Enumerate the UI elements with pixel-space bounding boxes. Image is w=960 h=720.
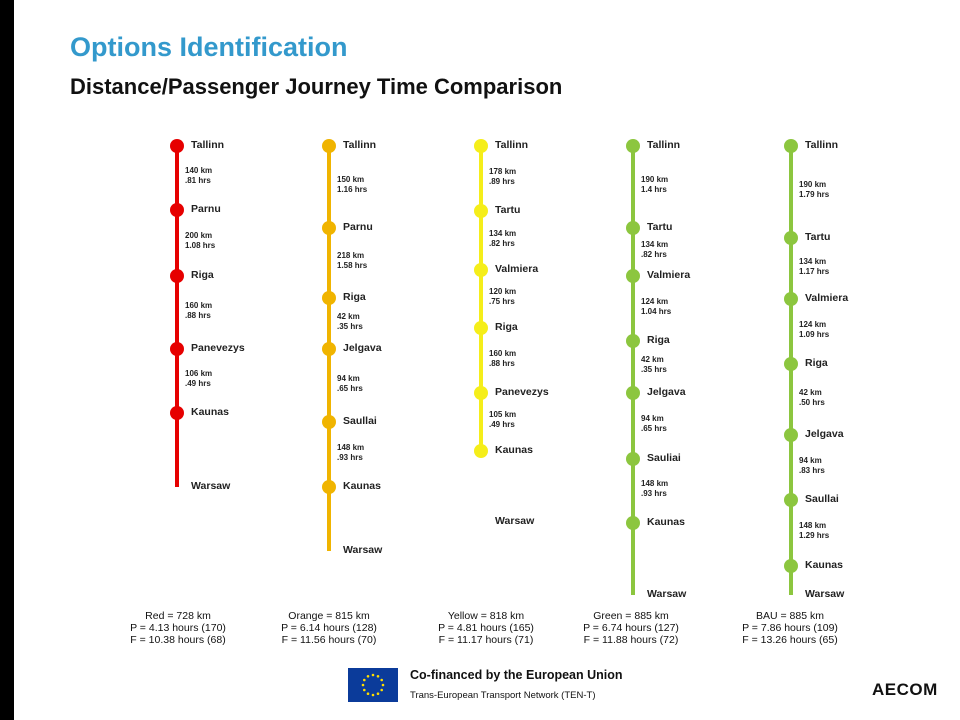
station-dot	[626, 452, 640, 466]
station-dot	[322, 221, 336, 235]
station-label: Jelgava	[647, 386, 686, 398]
segment-distance: 178 km	[489, 166, 517, 176]
left-edge-bar	[0, 0, 14, 720]
route-summary	[715, 610, 865, 646]
segment-distance: 200 km	[185, 231, 213, 240]
station-dot	[784, 493, 798, 507]
station-label: Riga	[343, 291, 366, 303]
segment-distance: 148 km	[799, 521, 827, 530]
station-label: Parnu	[191, 203, 221, 215]
station-dot	[784, 139, 798, 153]
segment-distance: 160 km	[489, 348, 517, 358]
station-label: Saullai	[805, 493, 839, 505]
route-line	[175, 146, 179, 487]
summary-total: Red = 728 km	[145, 610, 211, 622]
station-dot	[474, 444, 488, 458]
route-summary	[556, 610, 706, 646]
segment-time: 1.17 hrs	[799, 266, 830, 276]
route-summary	[254, 610, 404, 646]
station-label: Tartu	[805, 231, 831, 243]
station-label: Tallinn	[647, 139, 681, 151]
station-label: Warsaw	[805, 588, 845, 600]
summary-total: BAU = 885 km	[756, 610, 824, 622]
station-dot	[784, 559, 798, 573]
station-label: Parnu	[343, 221, 373, 233]
station-dot	[170, 139, 184, 153]
station-dot	[322, 139, 336, 153]
station-dot	[784, 357, 798, 371]
segment-distance: 94 km	[799, 455, 822, 465]
station-dot	[474, 204, 488, 218]
segment-time: .35 hrs	[337, 321, 363, 331]
station-dot	[170, 269, 184, 283]
station-dot	[626, 386, 640, 400]
station-dot	[474, 321, 488, 335]
summary-p: P = 4.81 hours (165)	[438, 622, 534, 634]
eu-flag-icon	[348, 668, 398, 702]
station-dot	[784, 231, 798, 245]
station-dot	[474, 386, 488, 400]
station-dot	[170, 342, 184, 356]
segment-time: .88 hrs	[489, 358, 515, 368]
segment-distance: 42 km	[641, 355, 664, 364]
segment-distance: 94 km	[337, 373, 360, 383]
segment-distance: 218 km	[337, 251, 365, 260]
segment-time: .65 hrs	[337, 383, 363, 393]
station-label: Tallinn	[191, 139, 225, 151]
station-dot	[626, 269, 640, 283]
segment-time: .83 hrs	[799, 465, 825, 475]
station-label: Valmiera	[805, 292, 849, 304]
station-dot	[322, 415, 336, 429]
station-label: Riga	[191, 269, 214, 281]
station-dot	[626, 516, 640, 530]
station-label: Riga	[805, 357, 828, 369]
segment-distance: 134 km	[489, 228, 517, 238]
summary-total: Orange = 815 km	[288, 610, 370, 622]
ten-t-text: Trans-European Transport Network (TEN-T)	[410, 690, 596, 701]
summary-f: F = 11.17 hours (71)	[438, 634, 534, 646]
summary-p: P = 6.74 hours (127)	[583, 622, 679, 634]
segment-distance: 140 km	[185, 166, 213, 175]
station-label: Kaunas	[647, 516, 685, 528]
station-dot	[784, 292, 798, 306]
segment-time: 1.4 hrs	[641, 185, 667, 194]
segment-time: 1.58 hrs	[337, 261, 368, 270]
segment-time: 1.16 hrs	[337, 185, 368, 194]
segment-time: .50 hrs	[799, 397, 825, 407]
cofinanced-text: Co-financed by the European Union	[410, 668, 623, 682]
segment-time: .88 hrs	[185, 310, 211, 320]
segment-distance: 148 km	[641, 479, 669, 488]
station-dot	[626, 139, 640, 153]
station-label: Kaunas	[495, 444, 533, 456]
segment-time: 1.29 hrs	[799, 531, 830, 540]
station-label: Riga	[495, 321, 518, 333]
segment-distance: 105 km	[489, 410, 517, 419]
segment-time: .65 hrs	[641, 424, 667, 433]
summary-f: F = 10.38 hours (68)	[130, 634, 226, 646]
station-label: Tartu	[647, 221, 673, 233]
segment-distance: 134 km	[641, 240, 669, 249]
station-dot	[784, 428, 798, 442]
summary-f: F = 11.88 hours (72)	[583, 634, 679, 646]
station-label: Kaunas	[805, 559, 843, 571]
station-dot	[170, 203, 184, 217]
segment-time: .49 hrs	[185, 379, 211, 388]
summary-p: P = 4.13 hours (170)	[130, 622, 226, 634]
route-line	[479, 146, 483, 451]
station-label: Warsaw	[343, 544, 383, 556]
segment-distance: 150 km	[337, 175, 365, 184]
station-label: Panevezys	[495, 386, 549, 398]
summary-total: Green = 885 km	[593, 610, 669, 622]
segment-time: .93 hrs	[337, 452, 363, 462]
summary-total: Yellow = 818 km	[447, 610, 525, 622]
summary-p: P = 7.86 hours (109)	[742, 622, 838, 634]
station-label: Riga	[647, 334, 670, 346]
segment-distance: 134 km	[799, 256, 827, 266]
station-label: Saullai	[343, 415, 377, 427]
segment-distance: 190 km	[641, 175, 669, 184]
segment-distance: 120 km	[489, 287, 517, 296]
summary-f: F = 13.26 hours (65)	[742, 634, 838, 646]
segment-time: .89 hrs	[489, 176, 515, 186]
segment-time: 1.79 hrs	[799, 190, 830, 199]
station-label: Tartu	[495, 204, 521, 216]
page-title: Options Identification	[70, 32, 348, 62]
station-label: Jelgava	[805, 428, 844, 440]
segment-time: .81 hrs	[185, 176, 211, 185]
segment-distance: 160 km	[185, 300, 213, 310]
segment-time: 1.04 hrs	[641, 306, 672, 316]
segment-distance: 124 km	[641, 296, 669, 306]
route-summary	[103, 610, 253, 646]
station-label: Tallinn	[343, 139, 377, 151]
station-dot	[626, 221, 640, 235]
page-subtitle: Distance/Passenger Journey Time Comparison	[70, 74, 563, 99]
segment-time: .35 hrs	[641, 365, 667, 374]
segment-time: 1.09 hrs	[799, 329, 830, 339]
station-label: Sauliai	[647, 452, 681, 464]
station-label: Jelgava	[343, 342, 382, 354]
station-dot	[474, 263, 488, 277]
station-label: Kaunas	[191, 406, 229, 418]
station-label: Warsaw	[495, 515, 535, 527]
segment-distance: 94 km	[641, 414, 664, 423]
segment-time: 1.08 hrs	[185, 241, 216, 250]
station-dot	[322, 480, 336, 494]
segment-time: .75 hrs	[489, 297, 515, 306]
segment-time: .49 hrs	[489, 420, 515, 429]
summary-f: F = 11.56 hours (70)	[281, 634, 377, 646]
station-label: Panevezys	[191, 342, 245, 354]
station-label: Valmiera	[495, 263, 539, 275]
station-dot	[322, 342, 336, 356]
segment-distance: 148 km	[337, 442, 365, 452]
segment-distance: 190 km	[799, 180, 827, 189]
station-label: Valmiera	[647, 269, 691, 281]
station-label: Kaunas	[343, 480, 381, 492]
station-dot	[626, 334, 640, 348]
segment-distance: 42 km	[799, 387, 822, 397]
station-label: Tallinn	[495, 139, 529, 151]
summary-p: P = 6.14 hours (128)	[281, 622, 377, 634]
station-dot	[474, 139, 488, 153]
segment-distance: 124 km	[799, 319, 827, 329]
station-label: Warsaw	[191, 480, 231, 492]
route-summary	[411, 610, 561, 646]
segment-distance: 42 km	[337, 311, 360, 321]
station-dot	[322, 291, 336, 305]
segment-distance: 106 km	[185, 369, 213, 378]
aecom-logo: AECOM	[872, 680, 938, 699]
station-dot	[170, 406, 184, 420]
segment-time: .93 hrs	[641, 489, 667, 498]
segment-time: .82 hrs	[489, 238, 515, 248]
station-label: Warsaw	[647, 588, 687, 600]
station-label: Tallinn	[805, 139, 839, 151]
segment-time: .82 hrs	[641, 250, 667, 259]
